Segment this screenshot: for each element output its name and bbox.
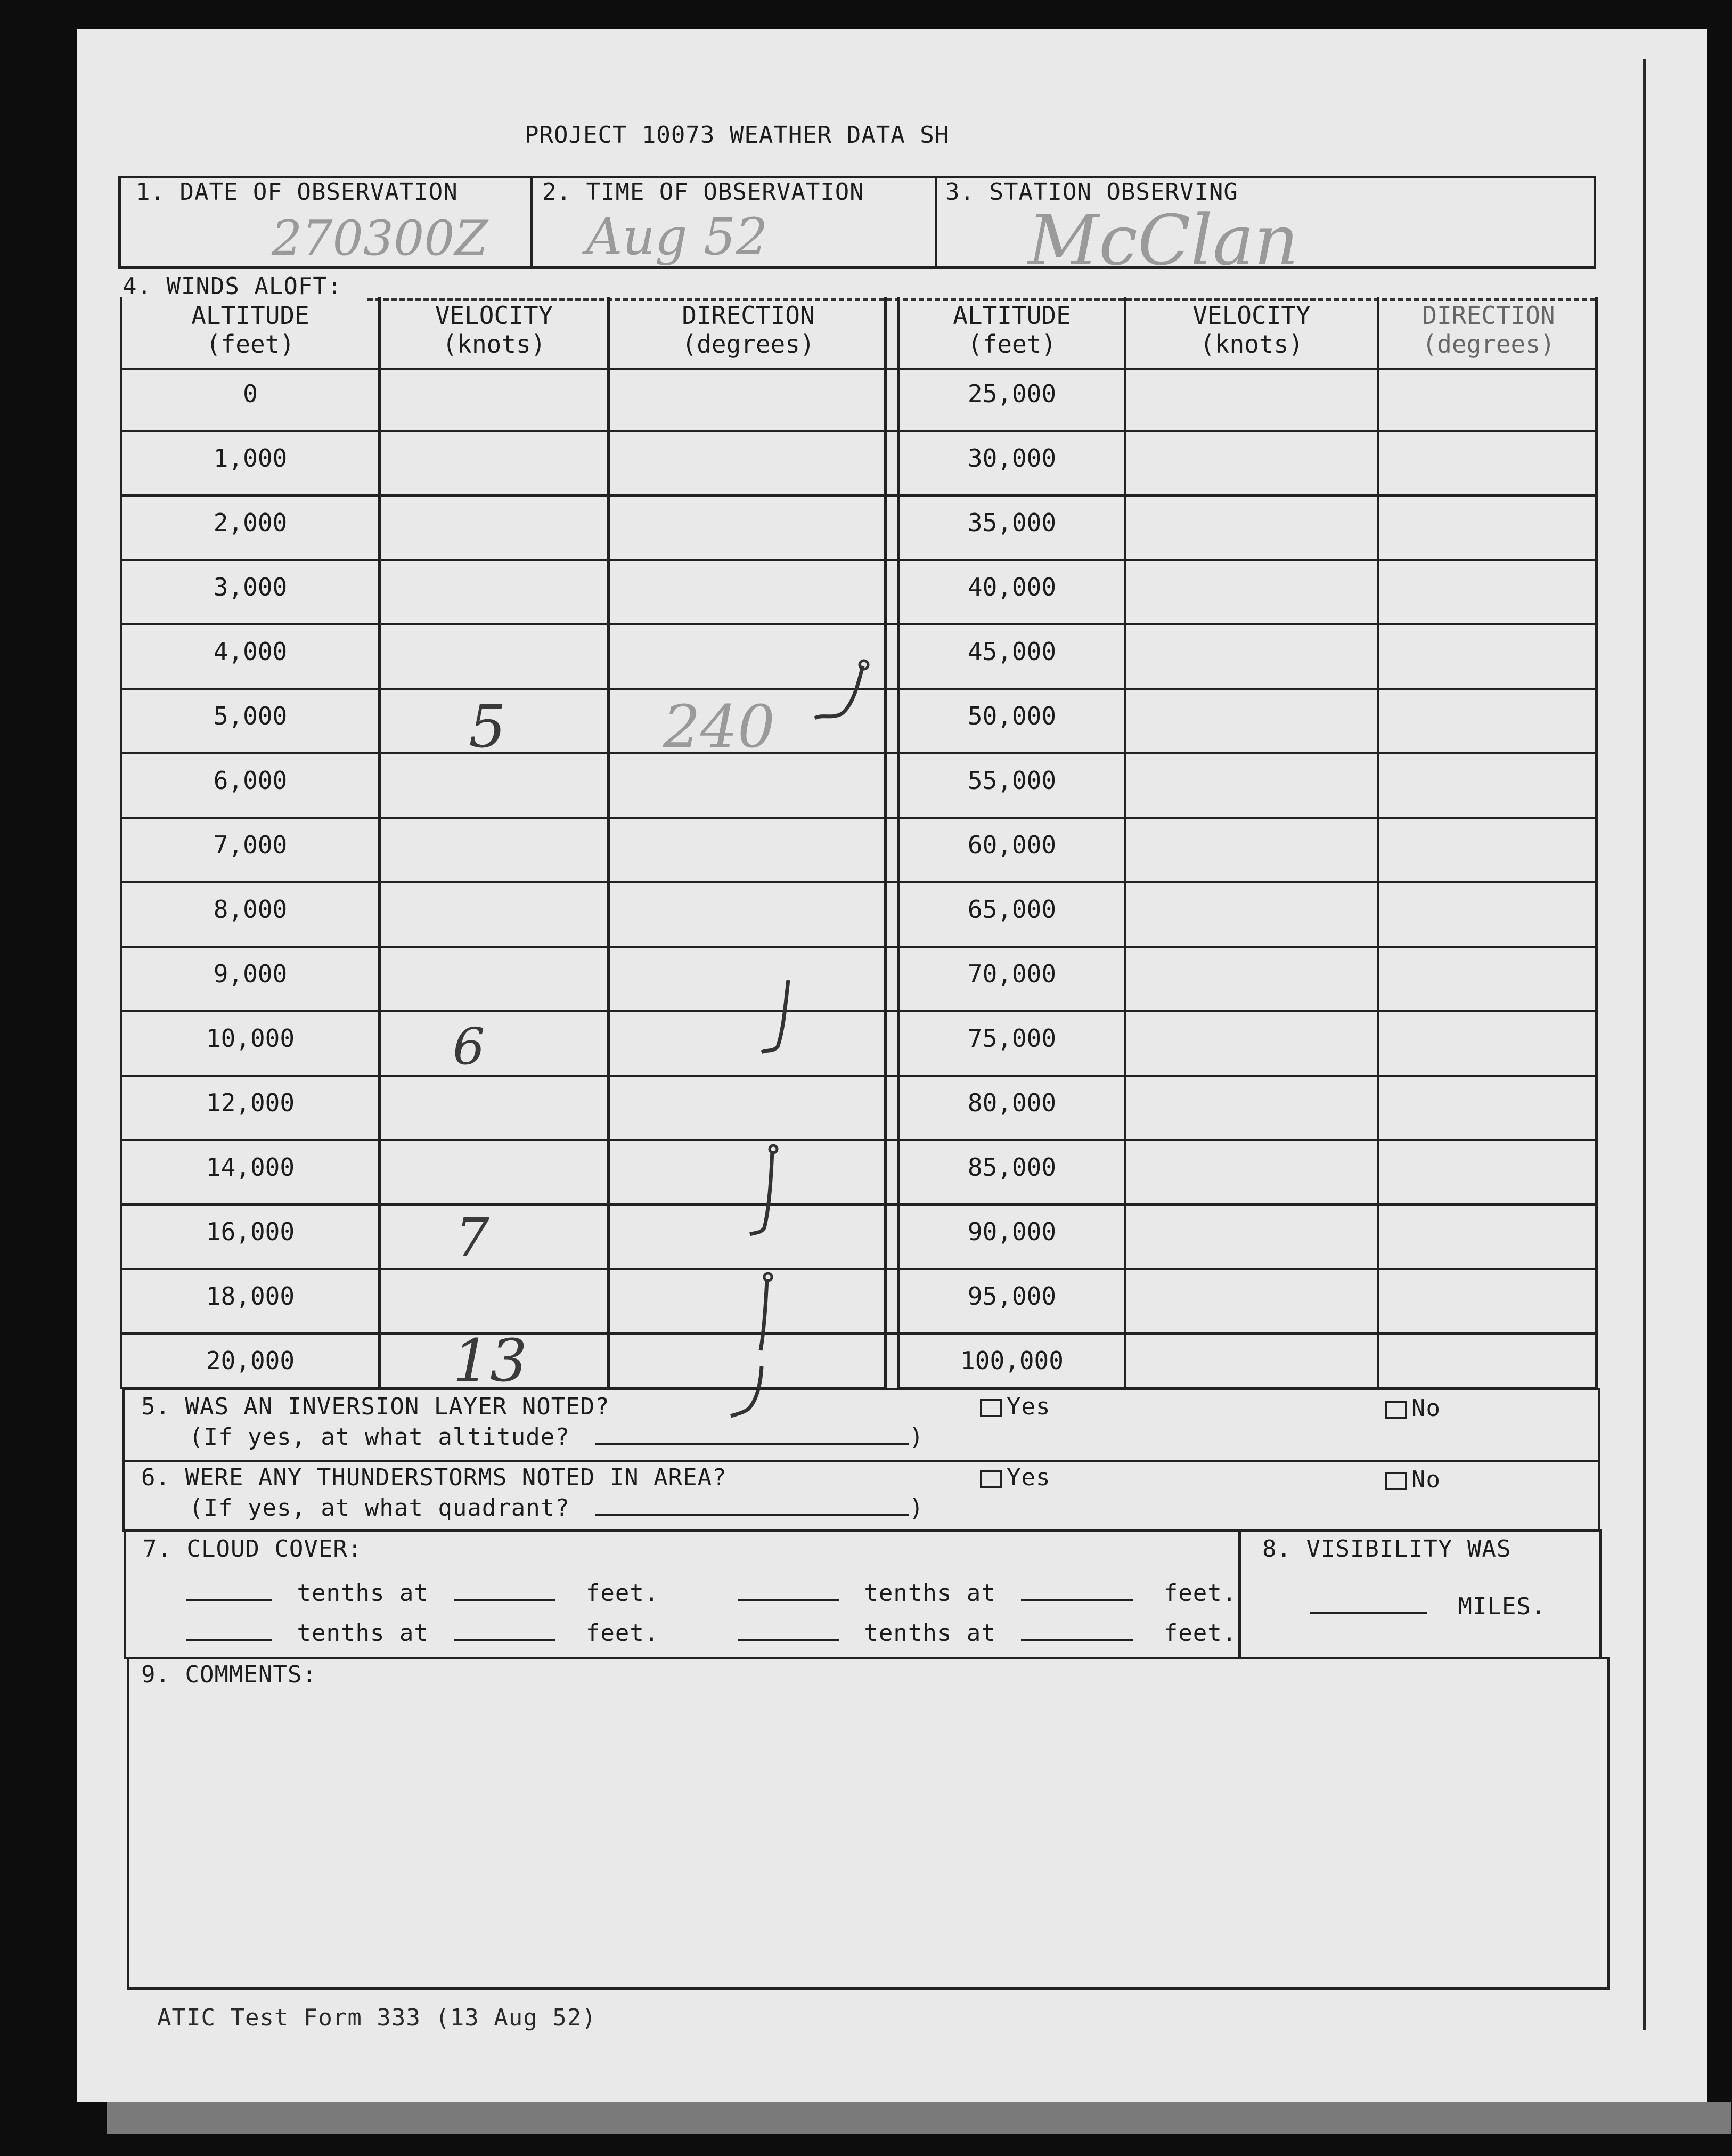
left-altitude-cell: 8,000 bbox=[213, 895, 288, 924]
right-altitude-cell: 45,000 bbox=[967, 637, 1057, 666]
right-altitude-cell: 85,000 bbox=[967, 1153, 1057, 1182]
right-altitude-header: ALTITUDE (feet) bbox=[953, 301, 1071, 359]
bottom-edge bbox=[107, 2102, 1731, 2134]
right-velocity-header: VELOCITY (knots) bbox=[1192, 301, 1311, 359]
right-altitude-cell: 55,000 bbox=[967, 766, 1057, 795]
right-altitude-cell: 100,000 bbox=[960, 1346, 1064, 1375]
form-footer: ATIC Test Form 333 (13 Aug 52) bbox=[157, 2004, 597, 2031]
cloud-tenths-field[interactable] bbox=[738, 1599, 839, 1601]
right-altitude-cell: 80,000 bbox=[967, 1088, 1057, 1117]
right-altitude-cell: 30,000 bbox=[967, 444, 1057, 473]
row-divider bbox=[120, 881, 1598, 883]
cloud-row-1 bbox=[186, 1580, 1237, 1607]
checkmark-5000 bbox=[799, 655, 879, 735]
cloud-tenths-field[interactable] bbox=[186, 1599, 272, 1601]
right-direction-header: DIRECTION (degrees) bbox=[1422, 301, 1555, 359]
q6-quadrant-field[interactable] bbox=[595, 1514, 909, 1516]
checkmark-18000 bbox=[735, 1271, 799, 1366]
field1-value: 270300Z bbox=[272, 210, 488, 266]
left-altitude-header: ALTITUDE (feet) bbox=[191, 301, 309, 359]
right-altitude-cell: 25,000 bbox=[967, 379, 1057, 408]
row-divider bbox=[120, 1332, 1598, 1335]
q6-yes-checkbox[interactable] bbox=[980, 1470, 1002, 1488]
q6-yes-label: Yes bbox=[1007, 1464, 1051, 1491]
q8-label: 8. VISIBILITY WAS bbox=[1262, 1535, 1512, 1563]
left-altitude-cell: 14,000 bbox=[206, 1153, 295, 1182]
q5-yes-checkbox[interactable] bbox=[980, 1399, 1002, 1417]
row-divider bbox=[120, 430, 1598, 432]
q5-close-paren: ) bbox=[909, 1423, 924, 1451]
cloud-feet-field[interactable] bbox=[454, 1599, 555, 1601]
right-altitude-cell: 50,000 bbox=[967, 702, 1057, 730]
feet-label: feet. bbox=[585, 1620, 659, 1647]
left-altitude-cell: 6,000 bbox=[213, 766, 288, 795]
row-divider bbox=[120, 1268, 1598, 1270]
q5-sub bbox=[189, 1423, 924, 1451]
q7-label: 7. CLOUD COVER: bbox=[143, 1535, 363, 1563]
field3-label: 3. STATION OBSERVING bbox=[945, 178, 1238, 206]
feet-label: feet. bbox=[1163, 1580, 1237, 1607]
right-col-divider-2 bbox=[1377, 297, 1379, 1389]
cloud-feet-field[interactable] bbox=[1021, 1599, 1133, 1601]
left-altitude-cell: 3,000 bbox=[213, 573, 288, 601]
feet-label: feet. bbox=[1163, 1620, 1237, 1647]
row-divider bbox=[120, 1203, 1598, 1206]
row-divider bbox=[120, 1139, 1598, 1141]
row-divider bbox=[120, 1010, 1598, 1012]
row-divider bbox=[120, 559, 1598, 561]
field1-label: 1. DATE OF OBSERVATION bbox=[136, 178, 458, 206]
comments-area[interactable] bbox=[133, 1694, 1603, 1982]
right-altitude-cell: 65,000 bbox=[967, 895, 1057, 924]
q5-no-label: No bbox=[1411, 1395, 1441, 1422]
feet-label: feet. bbox=[585, 1580, 659, 1607]
left-altitude-cell: 7,000 bbox=[213, 831, 288, 859]
cloud-feet-field[interactable] bbox=[1021, 1639, 1133, 1641]
left-altitude-cell: 12,000 bbox=[206, 1088, 295, 1117]
left-altitude-cell: 2,000 bbox=[213, 508, 288, 537]
q6-yes-option[interactable] bbox=[980, 1464, 1050, 1491]
cloud-row-2 bbox=[186, 1620, 1237, 1647]
right-altitude-cell: 90,000 bbox=[967, 1217, 1057, 1246]
right-altitude-cell: 70,000 bbox=[967, 959, 1057, 988]
tenths-at-label: tenths at bbox=[864, 1620, 996, 1647]
left-col-divider-2 bbox=[607, 297, 610, 1389]
left-altitude-cell: 20,000 bbox=[206, 1346, 295, 1375]
left-altitude-cell: 9,000 bbox=[213, 959, 288, 988]
left-altitude-cell: 18,000 bbox=[206, 1282, 295, 1311]
velocity-10000: 6 bbox=[453, 1018, 485, 1076]
tenths-at-label: tenths at bbox=[864, 1580, 996, 1607]
field3-value: McClan bbox=[1028, 200, 1299, 281]
field2-value: Aug 52 bbox=[586, 208, 768, 266]
right-altitude-cell: 35,000 bbox=[967, 508, 1057, 537]
left-direction-header: DIRECTION (degrees) bbox=[682, 301, 815, 359]
visibility-field[interactable] bbox=[1310, 1612, 1427, 1614]
field2-label: 2. TIME OF OBSERVATION bbox=[542, 178, 864, 206]
tenths-at-label: tenths at bbox=[297, 1620, 429, 1647]
q6-no-label: No bbox=[1411, 1466, 1441, 1493]
q5-sub-text: (If yes, at what altitude? bbox=[189, 1423, 570, 1451]
direction-5000: 240 bbox=[663, 693, 775, 761]
left-altitude-cell: 4,000 bbox=[213, 637, 288, 666]
q6-sub bbox=[189, 1494, 924, 1522]
row-divider bbox=[120, 1075, 1598, 1077]
cloud-tenths-field[interactable] bbox=[738, 1639, 839, 1641]
cloud-feet-field[interactable] bbox=[454, 1639, 555, 1641]
row-divider bbox=[120, 752, 1598, 754]
q5-no-option[interactable] bbox=[1385, 1395, 1441, 1422]
q8-miles-row bbox=[1310, 1593, 1546, 1620]
q6-sub-text: (If yes, at what quadrant? bbox=[189, 1494, 570, 1522]
q6-close-paren: ) bbox=[909, 1494, 924, 1522]
q6-no-option[interactable] bbox=[1385, 1466, 1441, 1493]
row-divider bbox=[120, 494, 1598, 497]
velocity-16000: 7 bbox=[455, 1207, 489, 1269]
left-altitude-cell: 5,000 bbox=[213, 702, 288, 730]
checkmark-16000 bbox=[735, 1143, 799, 1239]
left-altitude-cell: 16,000 bbox=[206, 1217, 295, 1246]
left-velocity-header: VELOCITY (knots) bbox=[435, 301, 553, 359]
form-title: PROJECT 10073 WEATHER DATA SH bbox=[525, 121, 950, 149]
left-altitude-cell: 0 bbox=[243, 379, 258, 408]
q6-no-checkbox[interactable] bbox=[1385, 1472, 1407, 1490]
miles-label: MILES. bbox=[1458, 1593, 1546, 1620]
row-divider bbox=[120, 817, 1598, 819]
winds-aloft-label: 4. WINDS ALOFT: bbox=[122, 273, 342, 300]
right-altitude-cell: 40,000 bbox=[967, 573, 1057, 601]
left-col-divider-1 bbox=[378, 297, 381, 1389]
q5-altitude-field[interactable] bbox=[595, 1443, 909, 1445]
right-edge-line bbox=[1643, 59, 1646, 2030]
q5-yes-label: Yes bbox=[1007, 1393, 1051, 1420]
right-altitude-cell: 60,000 bbox=[967, 831, 1057, 859]
cloud-tenths-field[interactable] bbox=[186, 1639, 272, 1641]
right-col-divider-1 bbox=[1124, 297, 1126, 1389]
checkmark-10000 bbox=[746, 975, 810, 1060]
velocity-5000: 5 bbox=[469, 693, 506, 761]
q5-no-checkbox[interactable] bbox=[1385, 1401, 1407, 1419]
left-altitude-cell: 1,000 bbox=[213, 444, 288, 473]
header-divider-2 bbox=[935, 176, 937, 269]
row-divider bbox=[120, 623, 1598, 625]
row-divider bbox=[120, 946, 1598, 948]
right-altitude-cell: 75,000 bbox=[967, 1024, 1057, 1053]
q6-label: 6. WERE ANY THUNDERSTORMS NOTED IN AREA? bbox=[141, 1464, 727, 1491]
header-divider-1 bbox=[530, 176, 533, 269]
left-altitude-cell: 10,000 bbox=[206, 1024, 295, 1053]
q5-yes-option[interactable] bbox=[980, 1393, 1050, 1420]
q8-divider bbox=[1238, 1529, 1241, 1659]
q5-label: 5. WAS AN INVERSION LAYER NOTED? bbox=[141, 1393, 610, 1420]
right-altitude-cell: 95,000 bbox=[967, 1282, 1057, 1311]
header-underline bbox=[120, 368, 1598, 370]
q9-label: 9. COMMENTS: bbox=[141, 1661, 317, 1688]
tenths-at-label: tenths at bbox=[297, 1580, 429, 1607]
velocity-20000: 13 bbox=[453, 1327, 527, 1395]
